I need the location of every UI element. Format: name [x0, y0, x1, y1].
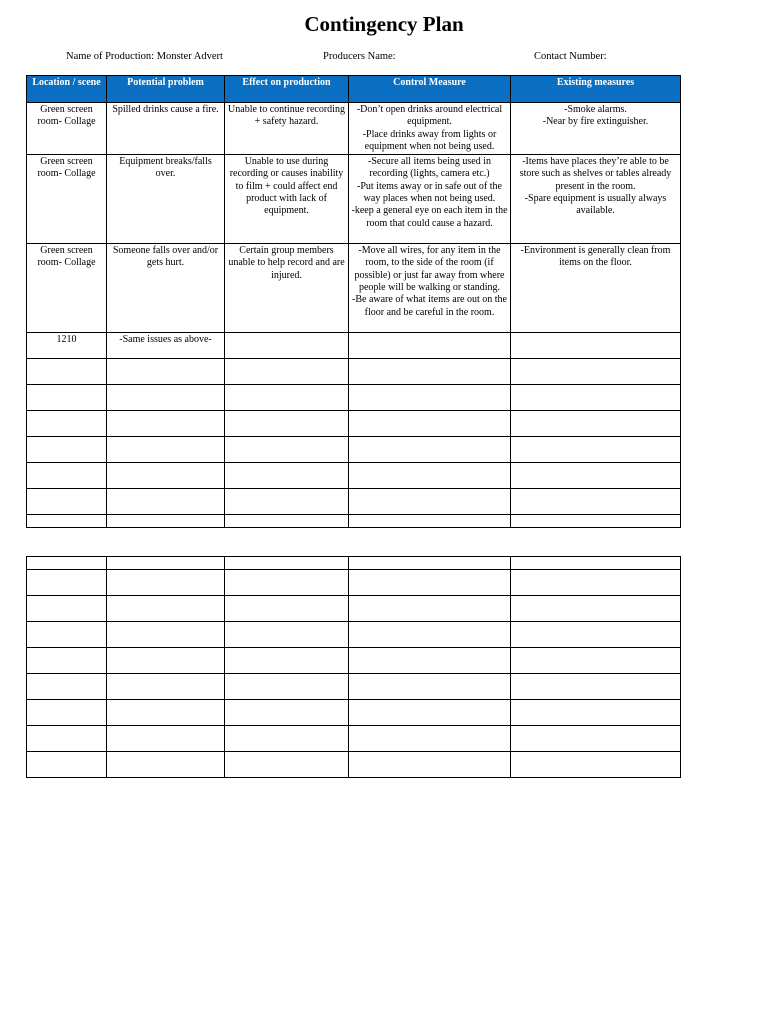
table-cell — [27, 726, 107, 752]
header-control-measure: Control Measure — [349, 76, 511, 103]
table-cell — [27, 700, 107, 726]
table-cell — [107, 359, 225, 385]
table-cell — [225, 463, 349, 489]
table-cell — [107, 674, 225, 700]
table-cell — [349, 385, 511, 411]
table-cell — [225, 359, 349, 385]
table-cell: Someone falls over and/or gets hurt. — [107, 244, 225, 333]
table-row — [27, 557, 681, 570]
table-cell: -Move all wires, for any item in the room, to the side of the room (if possible) or just far away from where people will be walking or standing. -Be aware of what items are out on the floor and be careful in the room. — [349, 244, 511, 333]
table-cell: Certain group members unable to help record and are injured. — [225, 244, 349, 333]
table-cell — [511, 557, 681, 570]
table-cell — [107, 515, 225, 528]
table-row — [27, 155, 681, 244]
table-cell — [511, 385, 681, 411]
table-cell: Green screen room- Collage — [27, 244, 107, 333]
table-cell — [107, 596, 225, 622]
table-cell — [511, 463, 681, 489]
table-cell — [349, 700, 511, 726]
table-row — [27, 385, 681, 411]
table-cell — [349, 411, 511, 437]
table-row — [27, 570, 681, 596]
table-cell — [349, 674, 511, 700]
table-cell: -Don’t open drinks around electrical equipment. -Place drinks away from lights or equipment when not being used. — [349, 103, 511, 155]
table-cell — [225, 700, 349, 726]
table-cell: -Smoke alarms. -Near by fire extinguisher. — [511, 103, 681, 155]
table-cell — [349, 333, 511, 359]
table-cell: -Same issues as above- — [107, 333, 225, 359]
table-cell — [107, 489, 225, 515]
table-cell — [107, 622, 225, 648]
header-potential-problem: Potential problem — [107, 76, 225, 103]
table-cell — [225, 648, 349, 674]
table-cell — [349, 570, 511, 596]
table-cell — [107, 463, 225, 489]
table-cell — [107, 437, 225, 463]
table-cell — [225, 674, 349, 700]
table-cell — [511, 333, 681, 359]
table-cell — [27, 385, 107, 411]
table-cell — [225, 622, 349, 648]
table-cell — [225, 489, 349, 515]
table-cell — [511, 411, 681, 437]
table-row — [27, 726, 681, 752]
table-cell — [349, 463, 511, 489]
table-cell: Unable to use during recording or causes inability to film + could affect end product with lack of equipment. — [225, 155, 349, 244]
table-cell — [349, 359, 511, 385]
header-existing-measures: Existing measures — [511, 76, 681, 103]
table-cell — [511, 515, 681, 528]
table-cell: -Items have places they’re able to be store such as shelves or tables already present in the room. -Spare equipment is usually always available. — [511, 155, 681, 244]
table-cell — [511, 437, 681, 463]
table-cell — [225, 726, 349, 752]
table-cell — [349, 648, 511, 674]
table-cell — [27, 557, 107, 570]
production-name: Name of Production: Monster Advert — [66, 51, 223, 62]
table-row — [27, 752, 681, 778]
table-cell — [107, 557, 225, 570]
table-cell — [27, 359, 107, 385]
table-cell — [107, 752, 225, 778]
contact-number: Contact Number: — [534, 51, 607, 62]
table-cell — [511, 752, 681, 778]
table-row — [27, 463, 681, 489]
table-cell — [349, 437, 511, 463]
table-cell — [225, 333, 349, 359]
table-cell: Green screen room- Collage — [27, 155, 107, 244]
producers-name: Producers Name: — [323, 51, 396, 62]
table-cell — [27, 752, 107, 778]
page-title: Contingency Plan — [304, 12, 464, 36]
table-cell — [27, 622, 107, 648]
header-location: Location / scene — [27, 76, 107, 103]
table-cell — [511, 726, 681, 752]
table-cell — [27, 570, 107, 596]
table-row — [27, 244, 681, 333]
table-cell — [225, 437, 349, 463]
header-row — [27, 76, 681, 103]
table-cell: 1210 — [27, 333, 107, 359]
table-cell — [225, 515, 349, 528]
table-cell — [225, 557, 349, 570]
table-cell — [225, 570, 349, 596]
table-cell — [511, 674, 681, 700]
table-cell — [225, 385, 349, 411]
table-cell — [107, 385, 225, 411]
table-cell — [225, 596, 349, 622]
table-cell: Spilled drinks cause a fire. — [107, 103, 225, 155]
table-row — [27, 648, 681, 674]
table-row — [27, 622, 681, 648]
blank-table — [26, 556, 681, 778]
table-cell — [107, 570, 225, 596]
table-cell — [225, 752, 349, 778]
table-cell: -Environment is generally clean from items on the floor. — [511, 244, 681, 333]
table-cell — [349, 726, 511, 752]
table-cell — [107, 726, 225, 752]
table-cell — [349, 596, 511, 622]
table-cell — [107, 700, 225, 726]
table-cell — [27, 489, 107, 515]
table-cell — [107, 411, 225, 437]
contingency-table — [26, 75, 681, 528]
table-row — [27, 700, 681, 726]
table-cell — [511, 489, 681, 515]
table-cell — [511, 700, 681, 726]
table-cell — [349, 489, 511, 515]
table-cell — [511, 359, 681, 385]
table-cell — [349, 752, 511, 778]
table-cell — [511, 596, 681, 622]
table-row — [27, 515, 681, 528]
table-row — [27, 411, 681, 437]
table-cell — [225, 411, 349, 437]
table-row — [27, 103, 681, 155]
table-cell — [27, 463, 107, 489]
table-cell: Equipment breaks/falls over. — [107, 155, 225, 244]
table-cell: Green screen room- Collage — [27, 103, 107, 155]
table-cell — [27, 596, 107, 622]
table-cell — [511, 622, 681, 648]
table-cell — [349, 557, 511, 570]
table-row — [27, 333, 681, 359]
table-row — [27, 596, 681, 622]
table-row — [27, 674, 681, 700]
table-cell — [27, 648, 107, 674]
table-cell — [27, 674, 107, 700]
table-cell — [349, 515, 511, 528]
table-row — [27, 489, 681, 515]
table-cell — [511, 570, 681, 596]
table-cell — [511, 648, 681, 674]
table-cell — [27, 437, 107, 463]
table-cell: -Secure all items being used in recording (lights, camera etc.) -Put items away or in safe out of the way places when not being used. -keep a general eye on each item in the room that could cause a hazard. — [349, 155, 511, 244]
table-cell — [107, 648, 225, 674]
table-cell — [349, 622, 511, 648]
table-cell: Unable to continue recording + safety hazard. — [225, 103, 349, 155]
table-cell — [27, 515, 107, 528]
table-row — [27, 359, 681, 385]
table-cell — [27, 411, 107, 437]
table-row — [27, 437, 681, 463]
header-effect: Effect on production — [225, 76, 349, 103]
